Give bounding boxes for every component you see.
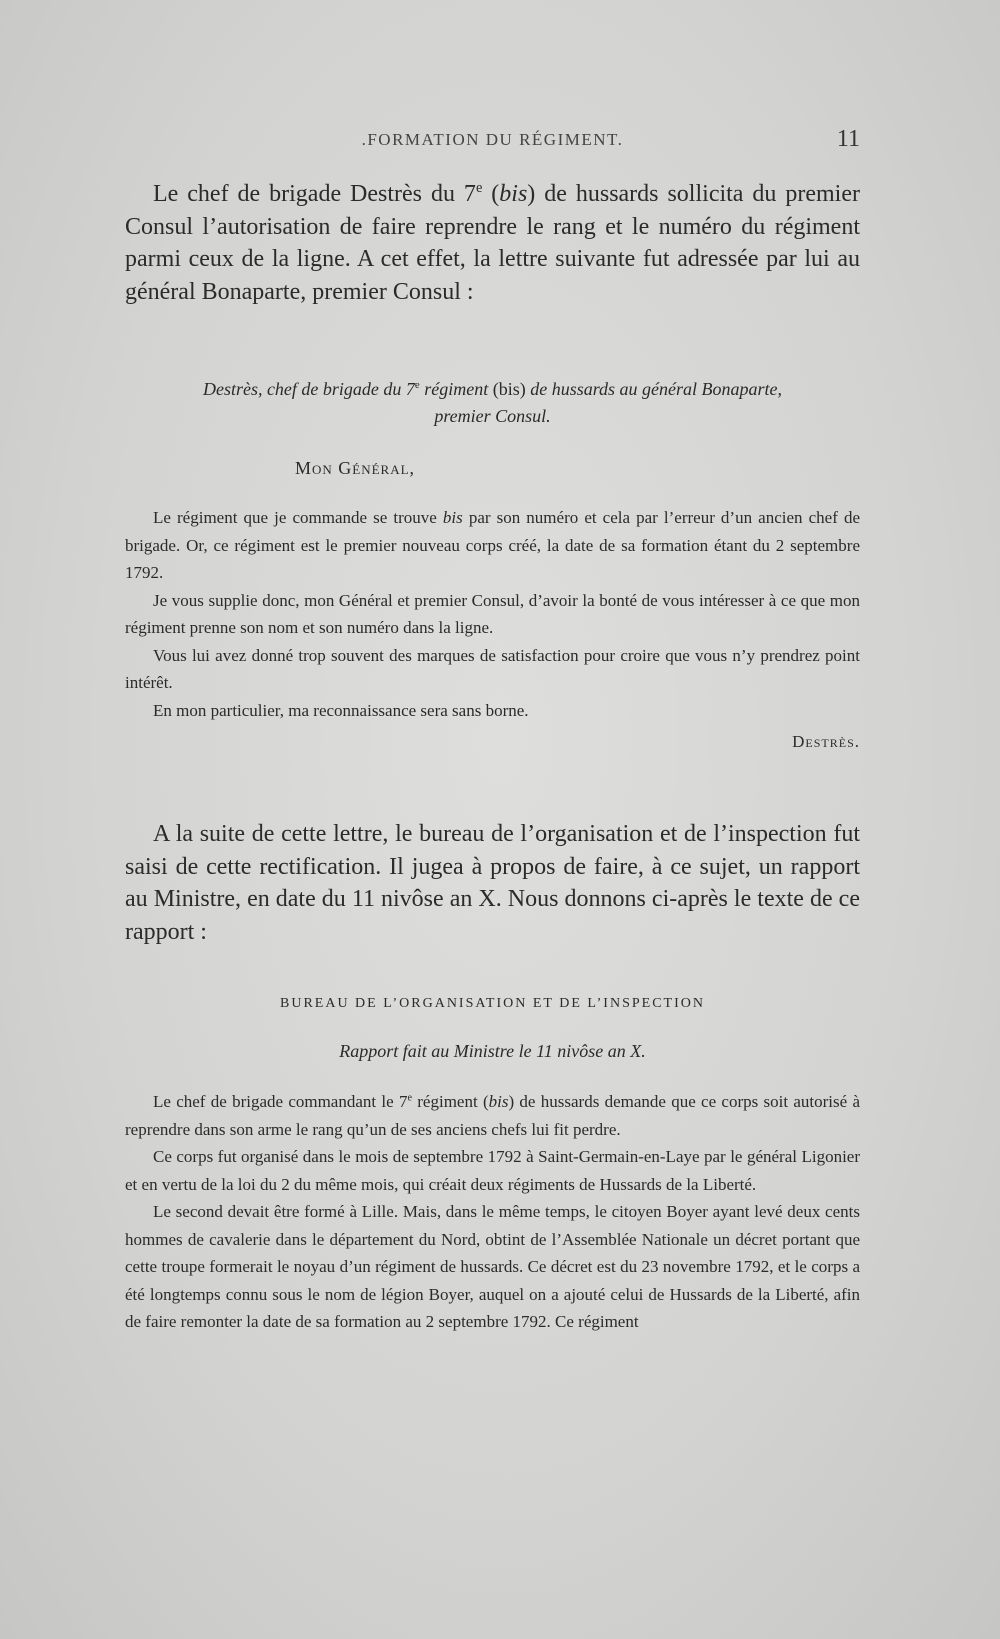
signature: Destrès. [792, 732, 860, 751]
letter-paragraph: Je vous supplie donc, mon Général et premier Consul, d’avoir la bonté de vous intéresser à ce que mon régiment prenne son nom et son numéro dans la ligne. [125, 590, 860, 637]
letter-heading-text: régiment [419, 379, 493, 399]
report-text: régiment ( [411, 1092, 489, 1111]
intro-text: ( [482, 181, 500, 207]
salutation [295, 455, 595, 483]
report-paragraph: Le second devait être formé à Lille. Mais, dans le même temps, le citoyen Boyer ayant levé deux cents hommes de cavalerie dans le département du Nord, obtint de l’Assemblée Nationale un décret portant que cette troupe formerait le noyau d’un régiment de hussards. Ce décret est du 23 novembre 1792, et le corps a été longtemps connu sous le nom de légion Boyer, auquel on a ajouté celui de Hussards de la Liberté, afin de faire remonter la date de sa formation au 2 septembre 1792. Ce régiment [125, 1202, 860, 1331]
report-title-text: Rapport fait au Ministre le 11 nivôse an X. [339, 1041, 646, 1061]
bureau-heading: BUREAU DE L’ORGANISATION ET DE L’INSPECTION [280, 996, 705, 1011]
superscript: e [407, 1092, 412, 1104]
letter-text: Le régiment que je commande se trouve [153, 508, 443, 527]
bis-italic: bis [442, 508, 463, 527]
letter-text: par son numéro et cela par l’erreur d’un ancien chef de brigade. Or, ce régiment est le premier nouveau corps créé, la date de sa formation étant du 2 septembre 1792. [125, 508, 860, 582]
report-title [125, 1038, 860, 1066]
report-paragraph: Ce corps fut organisé dans le mois de septembre 1792 à Saint-Germain-en-Laye par le général Ligonier et en vertu de la loi du 2 du même mois, qui créait deux régiments de Hussards de la Liberté. [125, 1147, 860, 1194]
letter-heading-text: de hussards au général Bonaparte, [525, 379, 783, 399]
superscript: e [414, 379, 420, 391]
bis-italic: bis [488, 1092, 509, 1111]
letter-paragraph: En mon particulier, ma reconnaissance sera sans borne. [153, 700, 529, 720]
report-text: Le chef de brigade commandant le 7 [153, 1092, 408, 1111]
letter-heading-line-2: premier Consul. [434, 406, 551, 426]
letter-heading-text: Destrès, chef de brigade du 7 [202, 379, 415, 399]
letter-paragraph: Vous lui avez donné trop souvent des marques de satisfaction pour croire que vous n’y prendrez point intérêt. [125, 645, 860, 692]
transition-text: A la suite de cette lettre, le bureau de l’organisation et de l’inspection fut saisi de cette rectification. Il jugea à propos de faire, à ce sujet, un rapport au Ministre, en date du 11 nivôse an X. Nous donnons ci-après le texte de ce rapport : [125, 821, 860, 945]
superscript: e [475, 180, 483, 196]
intro-text: ) de hussards sollicita du premier Consul l’autorisation de faire reprendre le rang et le numéro du régiment parmi ceux de la ligne. A cet effet, la lettre suivante fut adressée par lui au général Bonaparte, premier Consul : [125, 181, 860, 305]
report-body [125, 1088, 860, 1336]
bis-roman: (bis) [492, 379, 526, 399]
intro-paragraph [125, 178, 860, 308]
page-header [125, 126, 860, 160]
page-number: 11 [836, 126, 860, 152]
salutation-text: Mon Général, [295, 458, 416, 478]
report-bureau [125, 990, 860, 1018]
intro-text: Le chef de brigade Destrès du 7 [153, 181, 476, 207]
transition-paragraph [125, 818, 860, 948]
running-head: .FORMATION DU RÉGIMENT. [361, 130, 624, 149]
letter-heading [125, 376, 860, 430]
bis-italic: bis [499, 181, 528, 207]
report-text: ) de hussards demande que ce corps soit autorisé à reprendre dans son arme le rang qu’un de ses anciens chefs lui fit perdre. [125, 1092, 860, 1139]
letter-body [125, 504, 860, 756]
